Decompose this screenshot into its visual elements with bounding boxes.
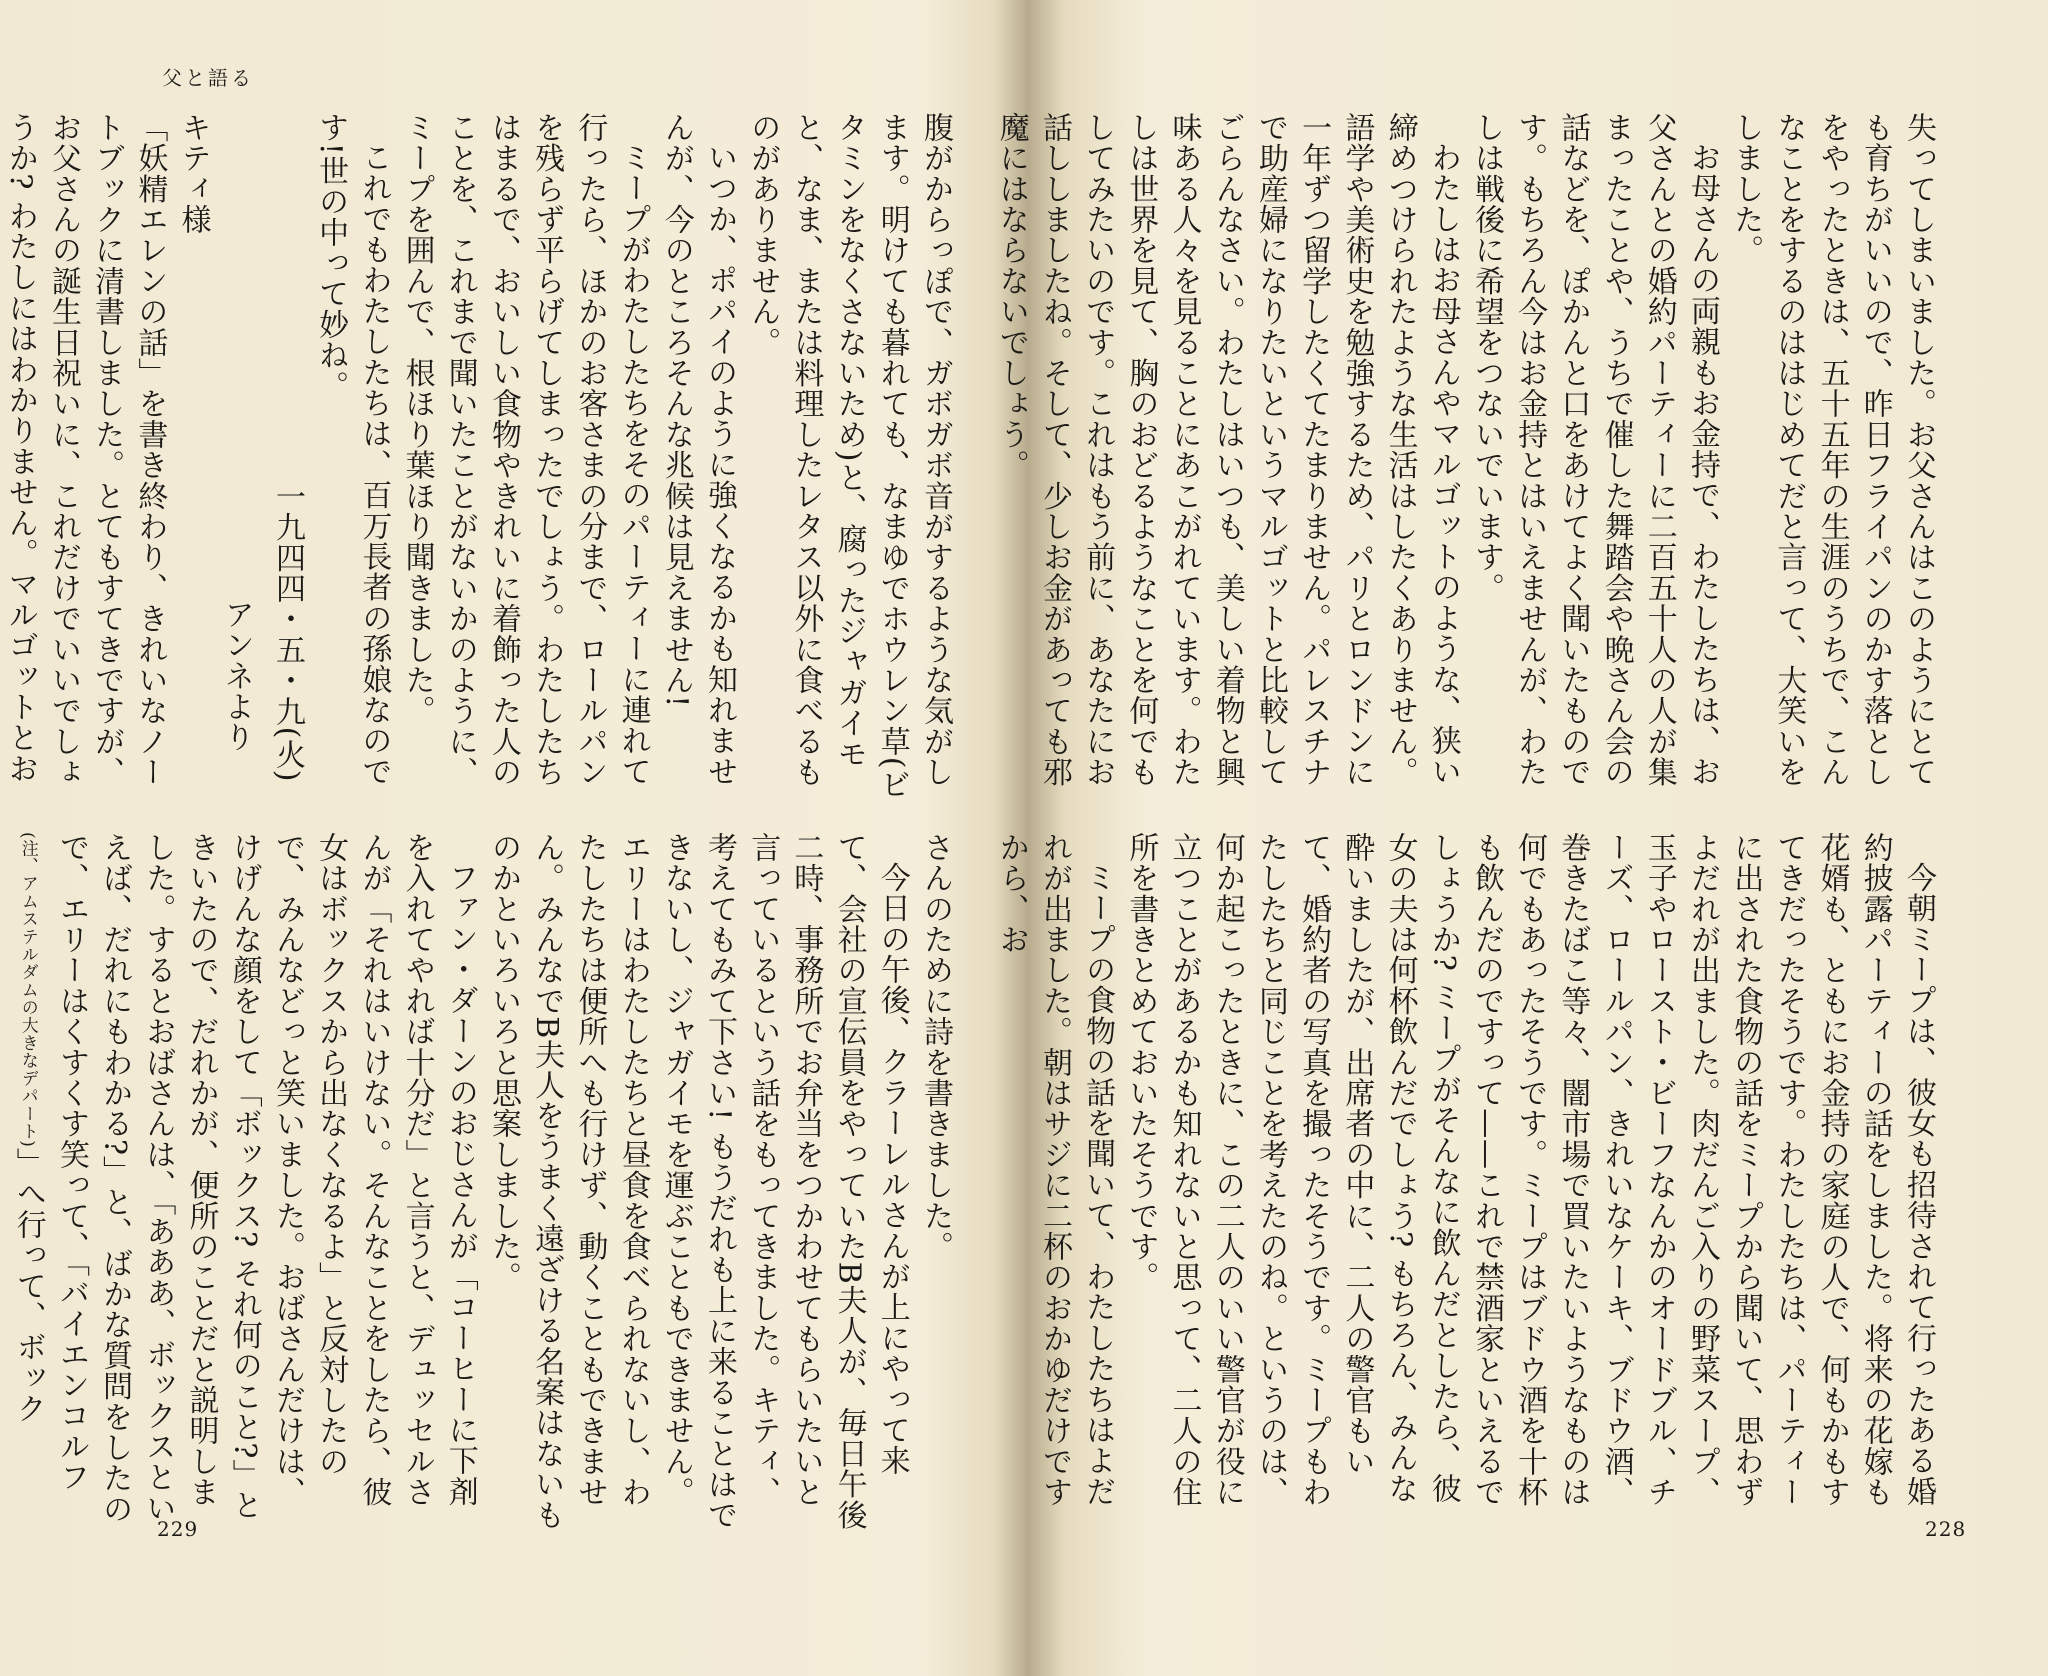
paragraph: さんのために詩を書きました。 bbox=[918, 832, 953, 1262]
paragraph: いつか、ポパイのように強くなるかも知れませんが、今のところそんな兆候は見えません! bbox=[658, 112, 737, 787]
page-number: 228 bbox=[1925, 1517, 1967, 1541]
paragraph: お母さんの両親もお金持で、わたしたちは、お父さんとの婚約パーティーに二百五十人の人が集まったことや、うちで催した舞踏会や晩さん会の話などを、ぽかんと口をあけてよく聞いたものです。もちろん今はお金持とはいえませんが、わたしは戦後に希望をつないでいます。 bbox=[1468, 112, 1720, 788]
running-head: 父と語る bbox=[162, 66, 254, 90]
paragraph: 失ってしまいました。お父さんはこのようにとても育ちがいいので、昨日フライパンのかす落としをやったときは、五十五年の生涯のうちで、こんなことをするのははじめてだと言って、大笑いをしました。 bbox=[1728, 112, 1936, 788]
right-top-text-block bbox=[993, 112, 1940, 812]
signature: アンネより bbox=[218, 598, 254, 752]
paragraph: 今日の午後、クラーレルさんが上にやって来て、会社の宣伝員をやっていたB夫人が、毎日午後二時、事務所でお弁当をつかわせてもらいたいと言っているという話をもってきました。キティ、考えてもみて下さい! もうだれも上に来ることはできないし、ジャガイモを運ぶこともできません。エリーはわたしたちと昼食を食べられないし、わたしたちは便所へも行けず、動くこともできません。みんなでB夫人をうまく遠ざける名案はないものかといろいろと思案しました。 bbox=[485, 832, 910, 1531]
paragraph: ミープの食物の話を聞いて、わたしたちはよだれが出ました。朝はサジに二杯のおかゆだけですから、お bbox=[993, 832, 1116, 1508]
left-page bbox=[0, 0, 1010, 1676]
right-bottom-text-block bbox=[993, 832, 1940, 1532]
page-number: 229 bbox=[157, 1517, 199, 1541]
paragraph: わたしはお母さんやマルゴットのような、狭い締めつけられたような生活はしたくありません。語学や美術史を勉強するため、パリとロンドンに一年ずつ留学したくてたまりません。パレスチナで助産婦になりたいというマルゴットと比較してごらんなさい。わたしはいつも、美しい着物と興味ある人々を見ることにあこがれています。わたしは世界を見て、胸のおどるようなことを何でもしてみたいのです。これはもう前に、あなたにお話ししましたね。そして、少しお金があっても邪魔にはならないでしょう。 bbox=[993, 112, 1461, 788]
paragraph: これでもわたしたちは、百万長者の孫娘なのです!世の中って妙ね。 bbox=[313, 112, 392, 787]
diary-date: 一九四四・五・九(火) bbox=[269, 480, 305, 782]
paragraph-text: ファン・ダーンのおじさんが「コーヒーに下剤を入れてやれば十分だ」と言うと、デュッセルさんが「それはいけない。そんなことをしたら、彼女はボックスから出なくなるよ」と反対したので、みんなどっと笑いました。おばさんだけは、けげんな顔をして「ボックス? それ何のこと?」ときいたので、だれかが、便所のことだと説明しました。するとおばさんは、「あああ、ボックスといえば、だれにもわかる?」と、ばかな質問をしたので、エリーはくすくす笑って、 bbox=[53, 832, 478, 1525]
paragraph-text: 」へ行って、ボック bbox=[10, 1147, 46, 1424]
footnote-annotation: (注、アムステルダムの大きなデパート) bbox=[17, 832, 38, 1148]
right-page bbox=[993, 0, 2048, 1676]
left-top-text-block bbox=[2, 112, 957, 812]
paragraph-text: 「バイエンコルフ bbox=[53, 1261, 89, 1493]
paragraph: 腹がからっぽで、ガボガボ音がするような気がします。明けても暮れても、なまゆでホウレン草(ビタミンをなくさないため)と、腐ったジャガイモと、なま、または料理したレタス以外に食べるものがありません。 bbox=[745, 112, 953, 800]
paragraph: 今朝ミープは、彼女も招待されて行ったある婚約披露パーティーの話をしました。将来の花嫁も花婿も、ともにお金持の家庭の人で、何もかもすてきだったそうです。わたしたちは、パーティーに出された食物の話をミープから聞いて、思わずよだれが出ました。肉だんご入りの野菜スープ、玉子やロースト・ビーフなんかのオードブル、チーズ、ロールパン、きれいなケーキ、ブドウ酒、巻きたばこ等々、闇市場で買いたいようなものは何でもあったそうです。ミープはブドウ酒を十杯も飲んだのですって——これで禁酒家といえるでしょうか? ミープがそんなに飲んだとしたら、彼女の夫は何杯飲んだでしょう? もちろん、みんな酔いましたが、出席者の中に、二人の警官もいて、婚約者の写真を撮ったそうです。ミープもわたしたちと同じことを考えたのね。というのは、何か起こったときに、この二人のいい警官が役に立つことがあるかも知れないと思って、二人の住所を書きとめておいたそうです。 bbox=[1123, 832, 1936, 1508]
paragraph bbox=[6, 832, 482, 1532]
salutation: キティ様 bbox=[175, 112, 211, 235]
paragraph: ミープがわたしたちをそのパーティーに連れて行ったら、ほかのお客さまの分まで、ロールパンを残らず平らげてしまったでしょう。わたしたちはまるで、おいしい食物やきれいに着飾った人のことを、これまで聞いたことがないかのように、ミープを囲んで、根ほり葉ほり聞きました。 bbox=[399, 112, 651, 788]
left-bottom-text-block bbox=[10, 832, 957, 1532]
paragraph: 「妖精エレンの話」を書き終わり、きれいなノートブックに清書しました。とてもすてきですが、お父さんの誕生日祝いに、これだけでいいでしょうか? わたしにはわかりません。マルゴットとお bbox=[2, 112, 168, 788]
